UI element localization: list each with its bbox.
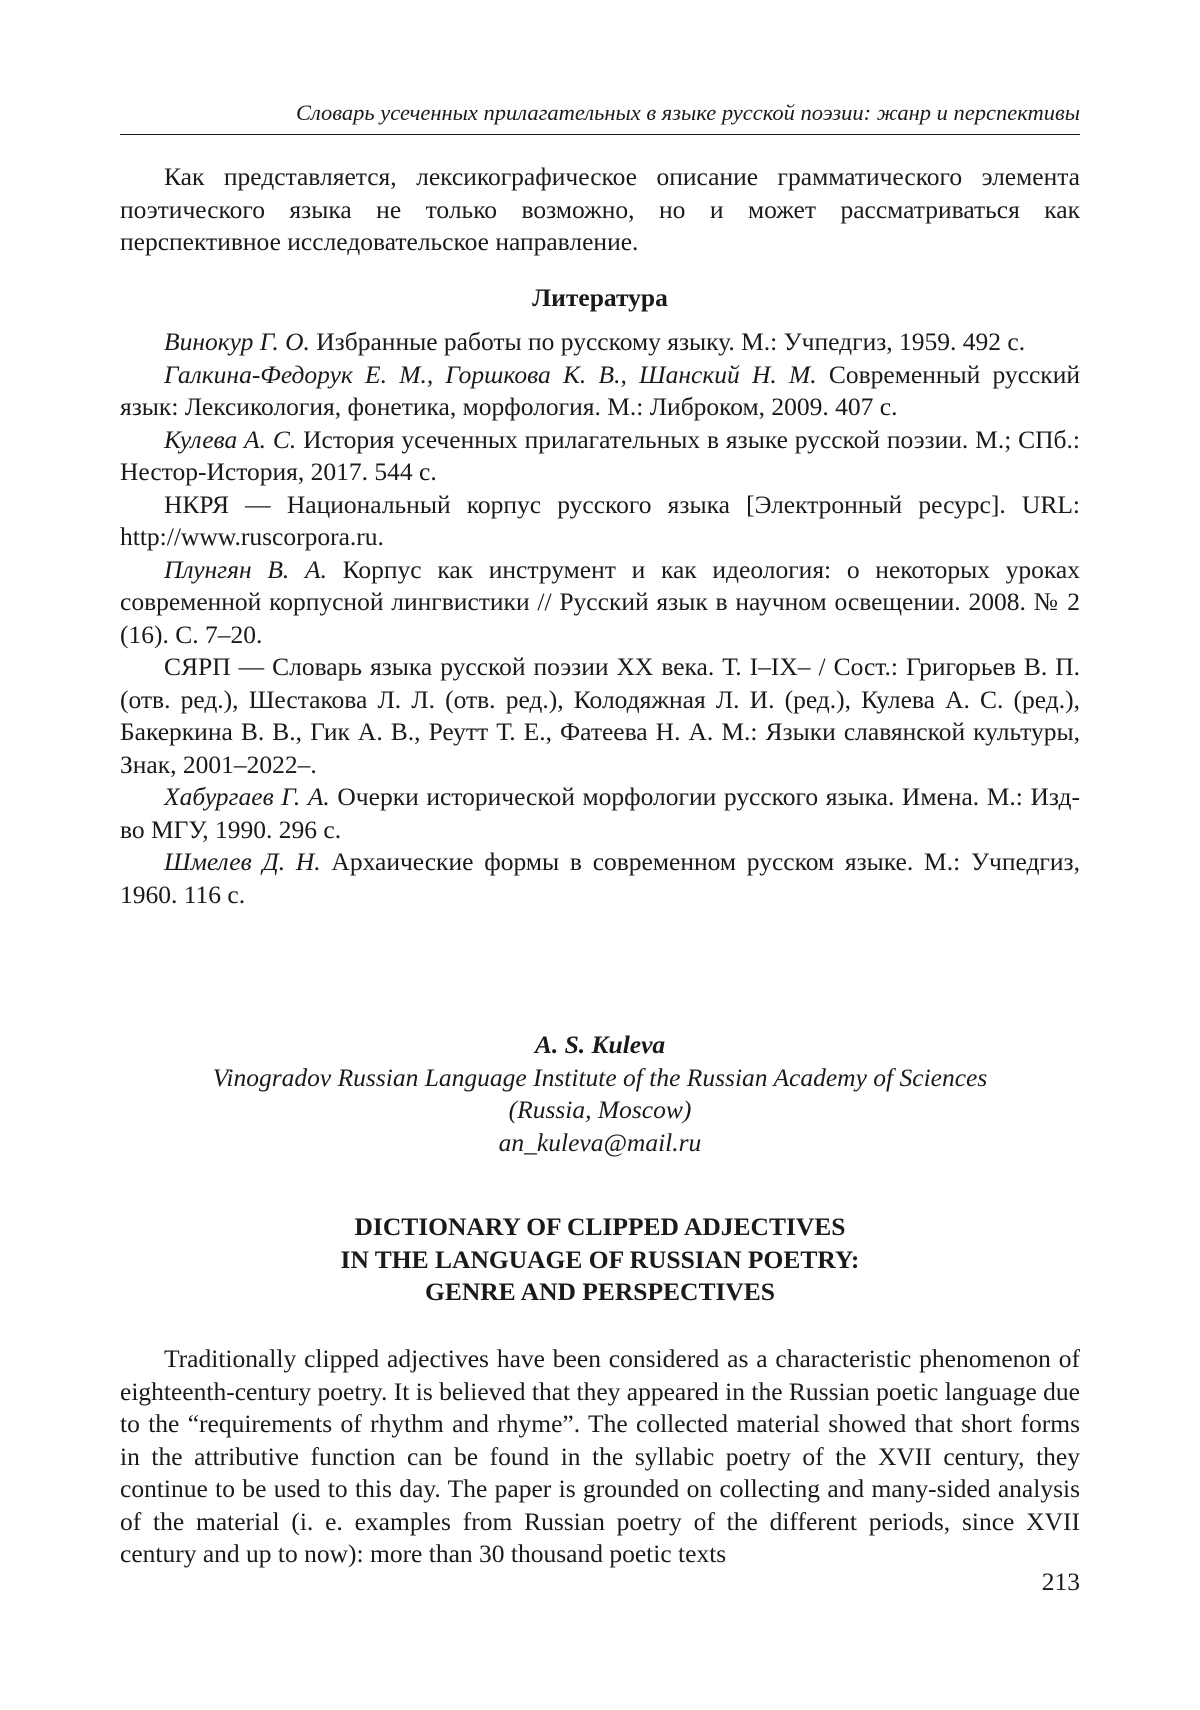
reference-text: Современный русский язык: Лексикология, фонетика, морфология. М.: Либроком, 2009. 407 с. xyxy=(120,359,1080,421)
intro-text xyxy=(120,161,1080,259)
reference-text: Очерки исторической морфологии русского языка. Имена. М.: Изд-во МГУ, 1990. 296 с. xyxy=(120,782,1080,844)
english-title-line: GENRE AND PERSPECTIVES xyxy=(425,1277,775,1306)
references-heading: Литература xyxy=(532,283,668,312)
reference-text: Архаические формы в современном русском языке. М.: Учпедгиз, 1960. 116 с. xyxy=(120,847,1080,909)
reference-text: История усеченных прилагательных в языке русской поэзии. М.; СПб.: Нестор-История, 2017. 544 с. xyxy=(120,424,1080,486)
reference-authors: Шмелев Д. Н. xyxy=(164,847,321,876)
running-head: Словарь усеченных прилагательных в языке русской поэзии: жанр и перспективы xyxy=(295,100,1080,125)
author-email: an_kuleva@mail.ru xyxy=(498,1127,702,1157)
reference-item xyxy=(120,326,1080,359)
reference-item xyxy=(120,651,1080,781)
english-title-line: IN THE LANGUAGE OF RUSSIAN POETRY: xyxy=(340,1244,860,1274)
intro-paragraph: Как представляется, лексикографическое описание грамматического элемента поэтического языка не только возможно, но и может рассматриваться как перспективное исследовательское направление. xyxy=(120,162,1080,256)
reference-item xyxy=(120,424,1080,489)
abstract-text xyxy=(120,1343,1080,1571)
english-title-line: DICTIONARY OF CLIPPED ADJECTIVES xyxy=(354,1212,846,1241)
author-location: (Russia, Moscow) xyxy=(508,1095,692,1124)
english-title xyxy=(120,1211,1080,1309)
reference-text: СЯРП — Словарь языка русской поэзии XX века. Т. I–IX– / Сост.: Григорьев В. П. (отв. ред.), Шестакова Л. Л. (отв. ред.), Колодяжная Л. И. (ред.), Кулева А. С. (ред.), Бакеркина В. В., Гик А. В., Реутт Т. Е., Фатеева Н. А. М.: Языки славянской культуры, Знак, 2001–2022–. xyxy=(120,652,1080,779)
author-name: A. S. Kuleva xyxy=(534,1030,666,1059)
author-block xyxy=(120,1029,1080,1159)
reference-authors: Винокур Г. О. xyxy=(164,327,310,356)
reference-text: Избранные работы по русскому языку. М.: Учпедгиз, 1959. 492 с. xyxy=(309,327,1026,356)
reference-text: Корпус как инструмент и как идеология: о некоторых уроках современной корпусной лингвистики // Русский язык в научном освещении. 2008. № 2 (16). С. 7–20. xyxy=(120,554,1080,649)
reference-list xyxy=(120,326,1080,911)
reference-authors: Хабургаев Г. А. xyxy=(164,782,330,811)
reference-item xyxy=(120,359,1080,424)
reference-item xyxy=(120,489,1080,554)
page-number: 213 xyxy=(1041,1567,1080,1596)
reference-authors: Кулева А. С. xyxy=(164,424,297,454)
author-affiliation: Vinogradov Russian Language Institute of the Russian Academy of Sciences xyxy=(212,1062,988,1092)
reference-item xyxy=(120,781,1080,846)
reference-authors: Галкина-Федорук Е. М., Горшкова К. В., Шанский Н. М. xyxy=(164,359,817,389)
reference-text: НКРЯ — Национальный корпус русского языка [Электронный ресурс]. URL: http://www.ruscorpora.ru. xyxy=(120,489,1080,551)
reference-authors: Плунгян В. А. xyxy=(164,554,327,584)
abstract-paragraph: Traditionally clipped adjectives have been considered as a characteristic phenomenon of eighteenth-century poetry. It is believed that they appeared in the Russian poetic language due to the “requirements of rhythm and rhyme”. The collected material showed that short forms in the attributive function can be found in the syllabic poetry of the XVII century, they continue to be used to this day. The paper is grounded on collecting and many-sided analysis of the material (i. e. examples from Russian poetry of the different periods, since XVII century and up to now): more than 30 thousand poetic texts xyxy=(120,1344,1080,1568)
reference-item xyxy=(120,554,1080,652)
reference-item xyxy=(120,846,1080,911)
header-rule xyxy=(120,134,1080,135)
